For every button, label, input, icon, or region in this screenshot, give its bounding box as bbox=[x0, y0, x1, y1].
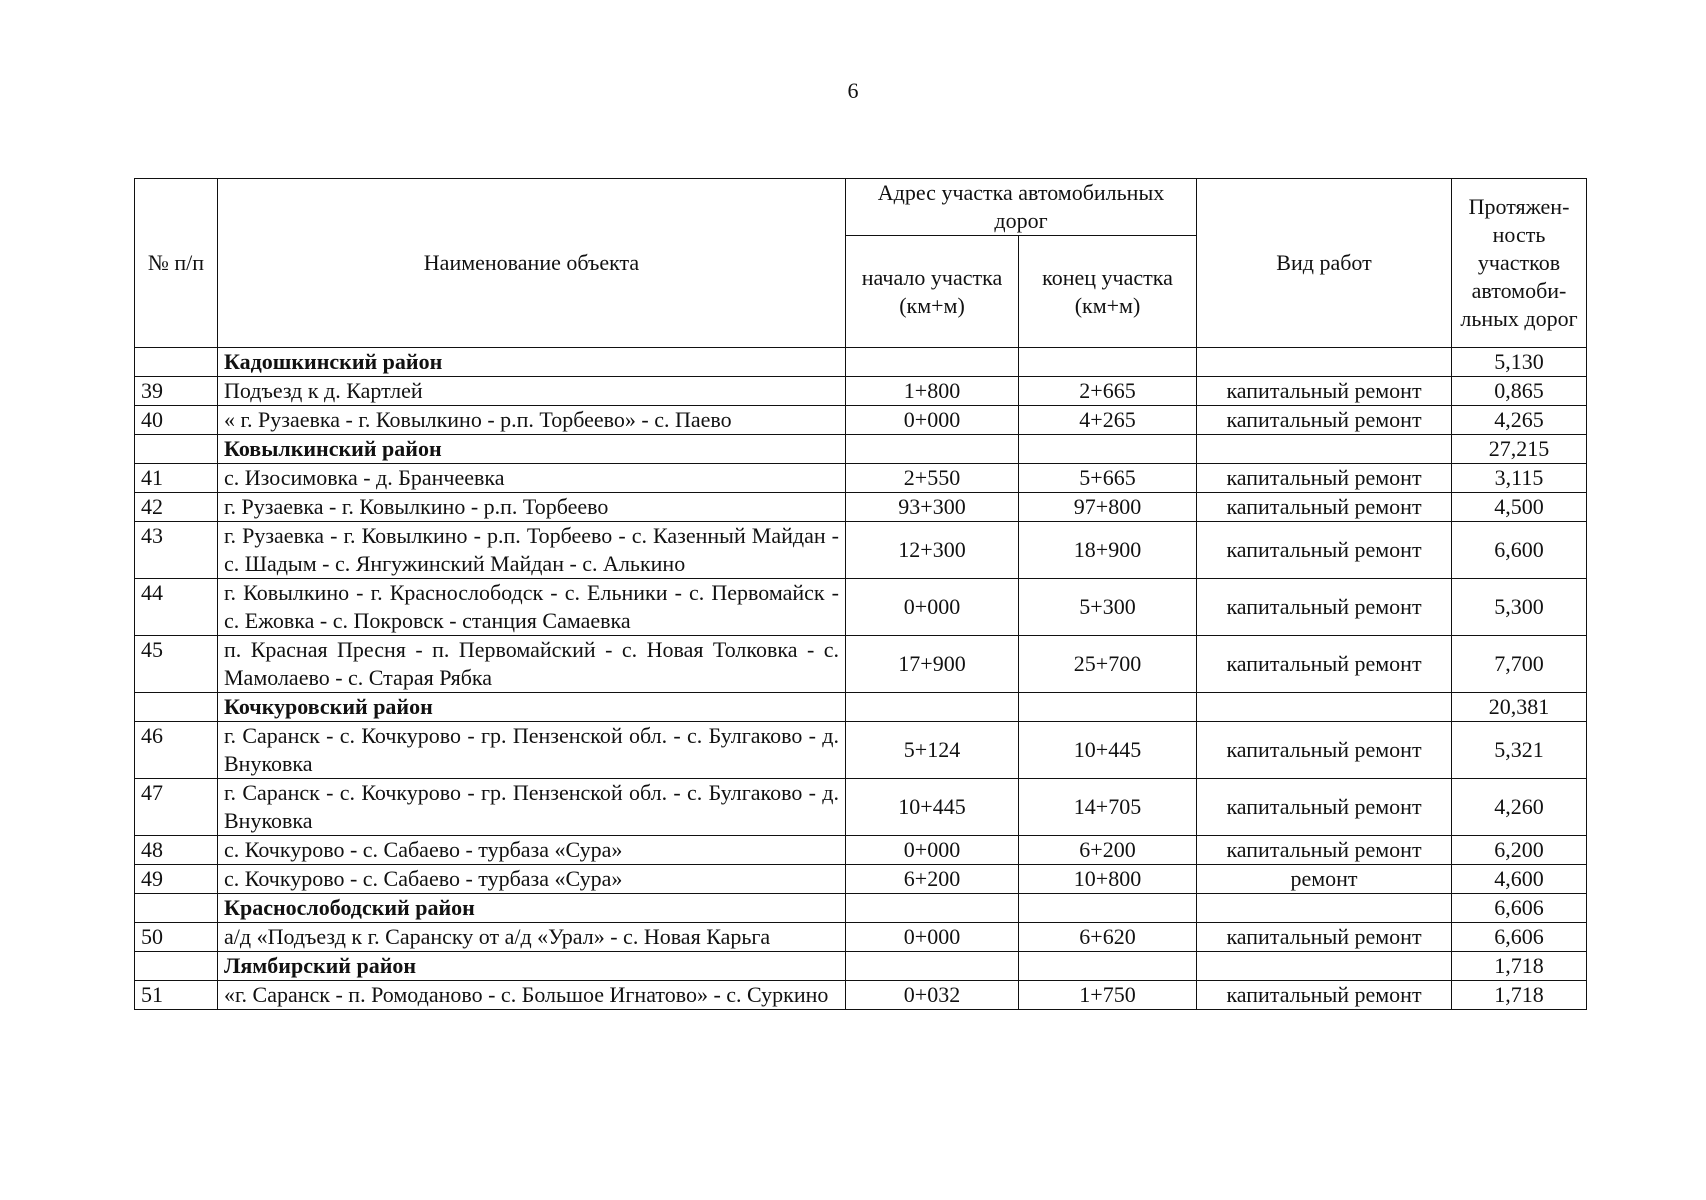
cell-work bbox=[1197, 693, 1452, 722]
cell-length: 6,606 bbox=[1452, 894, 1587, 923]
cell-name: г. Ковылкино - г. Краснослободск - с. Ельники - с. Первомайск - с. Ежовка - с. Покровск - станция Самаевка bbox=[218, 579, 846, 636]
cell-end: 5+300 bbox=[1019, 579, 1197, 636]
district-name: Кадошкинский район bbox=[218, 348, 846, 377]
cell-num: 42 bbox=[135, 493, 218, 522]
cell-work: капитальный ремонт bbox=[1197, 464, 1452, 493]
district-row bbox=[135, 693, 1587, 722]
cell-work: капитальный ремонт bbox=[1197, 406, 1452, 435]
cell-start: 0+000 bbox=[846, 406, 1019, 435]
cell-num: 40 bbox=[135, 406, 218, 435]
cell-work bbox=[1197, 435, 1452, 464]
cell-end: 97+800 bbox=[1019, 493, 1197, 522]
table-row bbox=[135, 579, 1587, 636]
roads-table bbox=[134, 178, 1587, 1010]
district-name: Ковылкинский район bbox=[218, 435, 846, 464]
cell-length: 0,865 bbox=[1452, 377, 1587, 406]
table-row bbox=[135, 464, 1587, 493]
cell-end bbox=[1019, 894, 1197, 923]
cell-start bbox=[846, 894, 1019, 923]
cell-work: капитальный ремонт bbox=[1197, 981, 1452, 1010]
cell-num: 39 bbox=[135, 377, 218, 406]
cell-num bbox=[135, 693, 218, 722]
cell-num: 47 bbox=[135, 779, 218, 836]
table-row bbox=[135, 377, 1587, 406]
cell-num bbox=[135, 894, 218, 923]
cell-end: 14+705 bbox=[1019, 779, 1197, 836]
district-row bbox=[135, 348, 1587, 377]
cell-end: 5+665 bbox=[1019, 464, 1197, 493]
cell-length: 27,215 bbox=[1452, 435, 1587, 464]
cell-name: г. Саранск - с. Кочкурово - гр. Пензенской обл. - с. Булгаково - д. Внуковка bbox=[218, 722, 846, 779]
cell-num: 51 bbox=[135, 981, 218, 1010]
cell-name: с. Кочкурово - с. Сабаево - турбаза «Сура» bbox=[218, 865, 846, 894]
cell-length: 6,200 bbox=[1452, 836, 1587, 865]
cell-start: 5+124 bbox=[846, 722, 1019, 779]
cell-length: 1,718 bbox=[1452, 952, 1587, 981]
table-row bbox=[135, 522, 1587, 579]
header-start: начало участка (км+м) bbox=[846, 236, 1019, 348]
cell-num: 50 bbox=[135, 923, 218, 952]
header-length: Протяжен-ность участков автомоби-льных дорог bbox=[1452, 179, 1587, 348]
district-row bbox=[135, 952, 1587, 981]
cell-work bbox=[1197, 894, 1452, 923]
cell-work: капитальный ремонт bbox=[1197, 522, 1452, 579]
cell-length: 6,600 bbox=[1452, 522, 1587, 579]
cell-name: г. Рузаевка - г. Ковылкино - р.п. Торбеево - с. Казенный Майдан - с. Шадым - с. Янгужинский Майдан - с. Алькино bbox=[218, 522, 846, 579]
district-row bbox=[135, 894, 1587, 923]
table-row bbox=[135, 722, 1587, 779]
cell-num bbox=[135, 348, 218, 377]
cell-num bbox=[135, 952, 218, 981]
cell-length: 4,500 bbox=[1452, 493, 1587, 522]
cell-num: 43 bbox=[135, 522, 218, 579]
cell-length: 5,300 bbox=[1452, 579, 1587, 636]
header-num: № п/п bbox=[135, 179, 218, 348]
cell-work: капитальный ремонт bbox=[1197, 377, 1452, 406]
cell-start: 0+032 bbox=[846, 981, 1019, 1010]
cell-num: 48 bbox=[135, 836, 218, 865]
cell-end: 10+800 bbox=[1019, 865, 1197, 894]
cell-length: 4,600 bbox=[1452, 865, 1587, 894]
cell-work: ремонт bbox=[1197, 865, 1452, 894]
cell-work bbox=[1197, 348, 1452, 377]
table-body bbox=[135, 348, 1587, 1010]
cell-work: капитальный ремонт bbox=[1197, 836, 1452, 865]
cell-length: 4,265 bbox=[1452, 406, 1587, 435]
cell-work bbox=[1197, 952, 1452, 981]
cell-start: 0+000 bbox=[846, 923, 1019, 952]
cell-name: с. Изосимовка - д. Бранчеевка bbox=[218, 464, 846, 493]
table-header bbox=[135, 179, 1587, 348]
cell-length: 1,718 bbox=[1452, 981, 1587, 1010]
cell-end: 1+750 bbox=[1019, 981, 1197, 1010]
cell-end bbox=[1019, 693, 1197, 722]
cell-work: капитальный ремонт bbox=[1197, 779, 1452, 836]
table-row bbox=[135, 779, 1587, 836]
cell-start: 10+445 bbox=[846, 779, 1019, 836]
cell-num: 41 bbox=[135, 464, 218, 493]
cell-end bbox=[1019, 435, 1197, 464]
cell-work: капитальный ремонт bbox=[1197, 722, 1452, 779]
cell-start bbox=[846, 348, 1019, 377]
cell-num bbox=[135, 435, 218, 464]
cell-num: 44 bbox=[135, 579, 218, 636]
cell-start: 17+900 bbox=[846, 636, 1019, 693]
cell-name: « г. Рузаевка - г. Ковылкино - р.п. Торбеево» - с. Паево bbox=[218, 406, 846, 435]
cell-length: 20,381 bbox=[1452, 693, 1587, 722]
district-row bbox=[135, 435, 1587, 464]
cell-length: 4,260 bbox=[1452, 779, 1587, 836]
cell-length: 3,115 bbox=[1452, 464, 1587, 493]
cell-start: 0+000 bbox=[846, 579, 1019, 636]
cell-name: с. Кочкурово - с. Сабаево - турбаза «Сура» bbox=[218, 836, 846, 865]
cell-end: 10+445 bbox=[1019, 722, 1197, 779]
cell-end: 18+900 bbox=[1019, 522, 1197, 579]
cell-name: п. Красная Пресня - п. Первомайский - с. Новая Толковка - с. Мамолаево - с. Старая Рябка bbox=[218, 636, 846, 693]
table-row bbox=[135, 981, 1587, 1010]
header-address: Адрес участка автомобильных дорог bbox=[846, 179, 1197, 236]
table-row bbox=[135, 836, 1587, 865]
district-name: Лямбирский район bbox=[218, 952, 846, 981]
cell-name: г. Саранск - с. Кочкурово - гр. Пензенской обл. - с. Булгаково - д. Внуковка bbox=[218, 779, 846, 836]
cell-num: 46 bbox=[135, 722, 218, 779]
cell-length: 5,130 bbox=[1452, 348, 1587, 377]
cell-length: 6,606 bbox=[1452, 923, 1587, 952]
cell-name: г. Рузаевка - г. Ковылкино - р.п. Торбеево bbox=[218, 493, 846, 522]
cell-end: 6+200 bbox=[1019, 836, 1197, 865]
cell-num: 49 bbox=[135, 865, 218, 894]
cell-length: 7,700 bbox=[1452, 636, 1587, 693]
cell-end: 2+665 bbox=[1019, 377, 1197, 406]
cell-start bbox=[846, 435, 1019, 464]
district-name: Краснослободский район bbox=[218, 894, 846, 923]
cell-end: 6+620 bbox=[1019, 923, 1197, 952]
cell-start: 12+300 bbox=[846, 522, 1019, 579]
table-row bbox=[135, 493, 1587, 522]
cell-name: Подъезд к д. Картлей bbox=[218, 377, 846, 406]
table-row bbox=[135, 865, 1587, 894]
cell-start bbox=[846, 693, 1019, 722]
cell-end bbox=[1019, 348, 1197, 377]
table-row bbox=[135, 636, 1587, 693]
table-row bbox=[135, 923, 1587, 952]
cell-work: капитальный ремонт bbox=[1197, 636, 1452, 693]
table-row bbox=[135, 406, 1587, 435]
cell-num: 45 bbox=[135, 636, 218, 693]
header-name: Наименование объекта bbox=[218, 179, 846, 348]
cell-name: а/д «Подъезд к г. Саранску от а/д «Урал» - с. Новая Карьга bbox=[218, 923, 846, 952]
cell-start: 0+000 bbox=[846, 836, 1019, 865]
cell-start: 93+300 bbox=[846, 493, 1019, 522]
cell-end bbox=[1019, 952, 1197, 981]
cell-end: 25+700 bbox=[1019, 636, 1197, 693]
cell-start: 1+800 bbox=[846, 377, 1019, 406]
cell-work: капитальный ремонт bbox=[1197, 493, 1452, 522]
cell-start: 6+200 bbox=[846, 865, 1019, 894]
cell-length: 5,321 bbox=[1452, 722, 1587, 779]
cell-name: «г. Саранск - п. Ромоданово - с. Большое Игнатово» - с. Суркино bbox=[218, 981, 846, 1010]
cell-work: капитальный ремонт bbox=[1197, 923, 1452, 952]
header-end: конец участка (км+м) bbox=[1019, 236, 1197, 348]
header-work: Вид работ bbox=[1197, 179, 1452, 348]
district-name: Кочкуровский район bbox=[218, 693, 846, 722]
cell-end: 4+265 bbox=[1019, 406, 1197, 435]
page-number: 6 bbox=[847, 78, 859, 103]
cell-start: 2+550 bbox=[846, 464, 1019, 493]
cell-start bbox=[846, 952, 1019, 981]
cell-work: капитальный ремонт bbox=[1197, 579, 1452, 636]
